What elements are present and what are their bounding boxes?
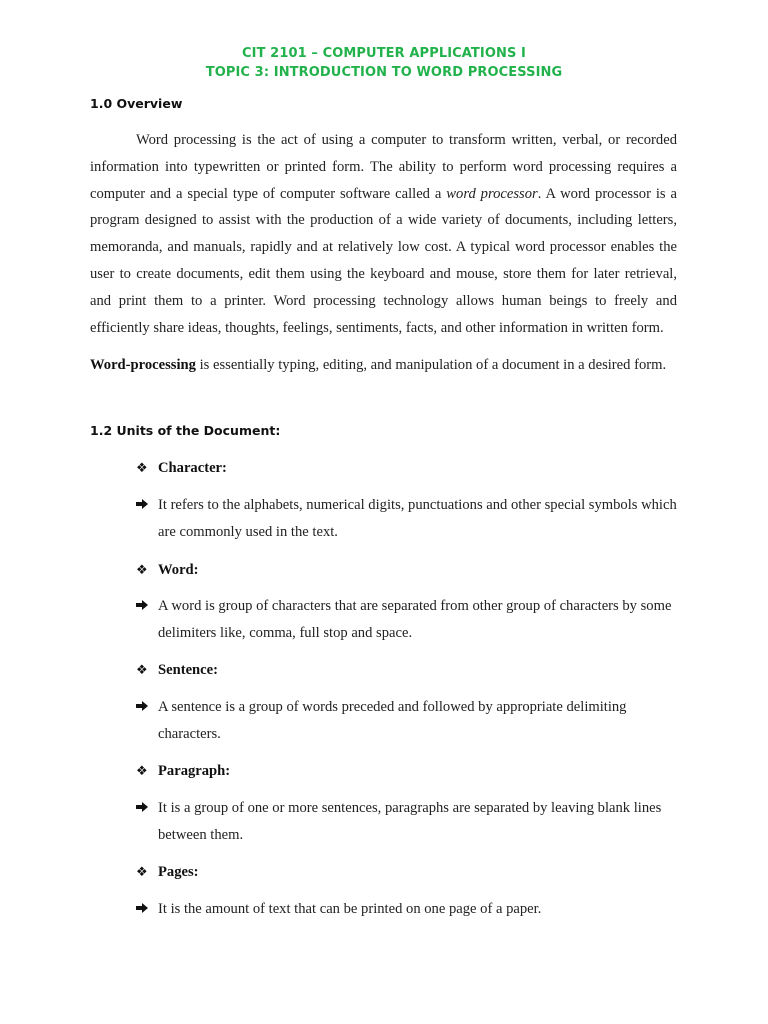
word-processing-term: Word-processing [90, 357, 196, 373]
unit-title-word [136, 562, 199, 579]
unit-description-character [136, 492, 681, 546]
units-heading: 1.2 Units of the Document: [90, 423, 281, 438]
arrow-bullet-icon [136, 499, 148, 509]
overview-heading: 1.0 Overview [90, 96, 183, 111]
unit-description-pages [136, 896, 681, 923]
unit-description-sentence [136, 694, 681, 748]
definition-text: is essentially typing, editing, and manipulation of a document in a desired form. [195, 357, 667, 373]
diamond-bullet-icon: ❖ [136, 864, 148, 879]
unit-description-text: It is a group of one or more sentences, paragraphs are separated by leaving blank lines between them. [158, 800, 662, 843]
unit-label: Character: [158, 460, 227, 476]
document-title-line2: TOPIC 3: INTRODUCTION TO WORD PROCESSING [205, 65, 563, 80]
unit-description-text: A sentence is a group of words preceded and followed by appropriate delimiting characters. [158, 699, 627, 742]
overview-text-part2: . A word processor is a program designed to assist with the production of a wide variety of documents, including letters, memoranda, and manuals, rapidly and at relatively low cost. A typical word processor enables the user to create documents, edit them using the keyboard and mouse, store them for later retrieval, and print them to a printer. Word processing technology allows human beings to freely and efficiently share ideas, thoughts, feelings, sentiments, facts, and other information in written form. [90, 185, 677, 336]
diamond-bullet-icon: ❖ [136, 562, 148, 577]
arrow-bullet-icon [136, 701, 148, 711]
overview-text-part1: Word processing is the act of using a computer to transform written, verbal, or recorded information into typewritten or printed form. The ability to perform word processing requires a computer and a special type of computer software called a [90, 132, 677, 202]
document-title-line1: CIT 2101 – COMPUTER APPLICATIONS I [242, 46, 526, 61]
unit-description-word [136, 593, 681, 647]
unit-label: Word: [158, 562, 199, 578]
overview-paragraph [90, 127, 677, 341]
unit-label: Pages: [158, 864, 199, 880]
unit-description-paragraph [136, 795, 681, 849]
unit-description-text: A word is group of characters that are separated from other group of characters by some delimiters like, comma, full stop and space. [158, 598, 672, 641]
unit-title-pages [136, 864, 199, 881]
diamond-bullet-icon: ❖ [136, 763, 148, 778]
arrow-bullet-icon [136, 802, 148, 812]
unit-description-text: It is the amount of text that can be printed on one page of a paper. [158, 901, 542, 917]
unit-label: Paragraph: [158, 763, 231, 779]
diamond-bullet-icon: ❖ [136, 662, 148, 677]
arrow-bullet-icon [136, 903, 148, 913]
unit-title-sentence [136, 662, 218, 679]
unit-title-paragraph [136, 763, 230, 780]
word-processor-term: word processor [446, 185, 538, 202]
diamond-bullet-icon: ❖ [136, 460, 148, 475]
definition-paragraph [90, 352, 677, 379]
arrow-bullet-icon [136, 600, 148, 610]
unit-title-character [136, 460, 227, 477]
unit-label: Sentence: [158, 662, 218, 678]
unit-description-text: It refers to the alphabets, numerical digits, punctuations and other special symbols which are commonly used in the text. [158, 497, 677, 540]
